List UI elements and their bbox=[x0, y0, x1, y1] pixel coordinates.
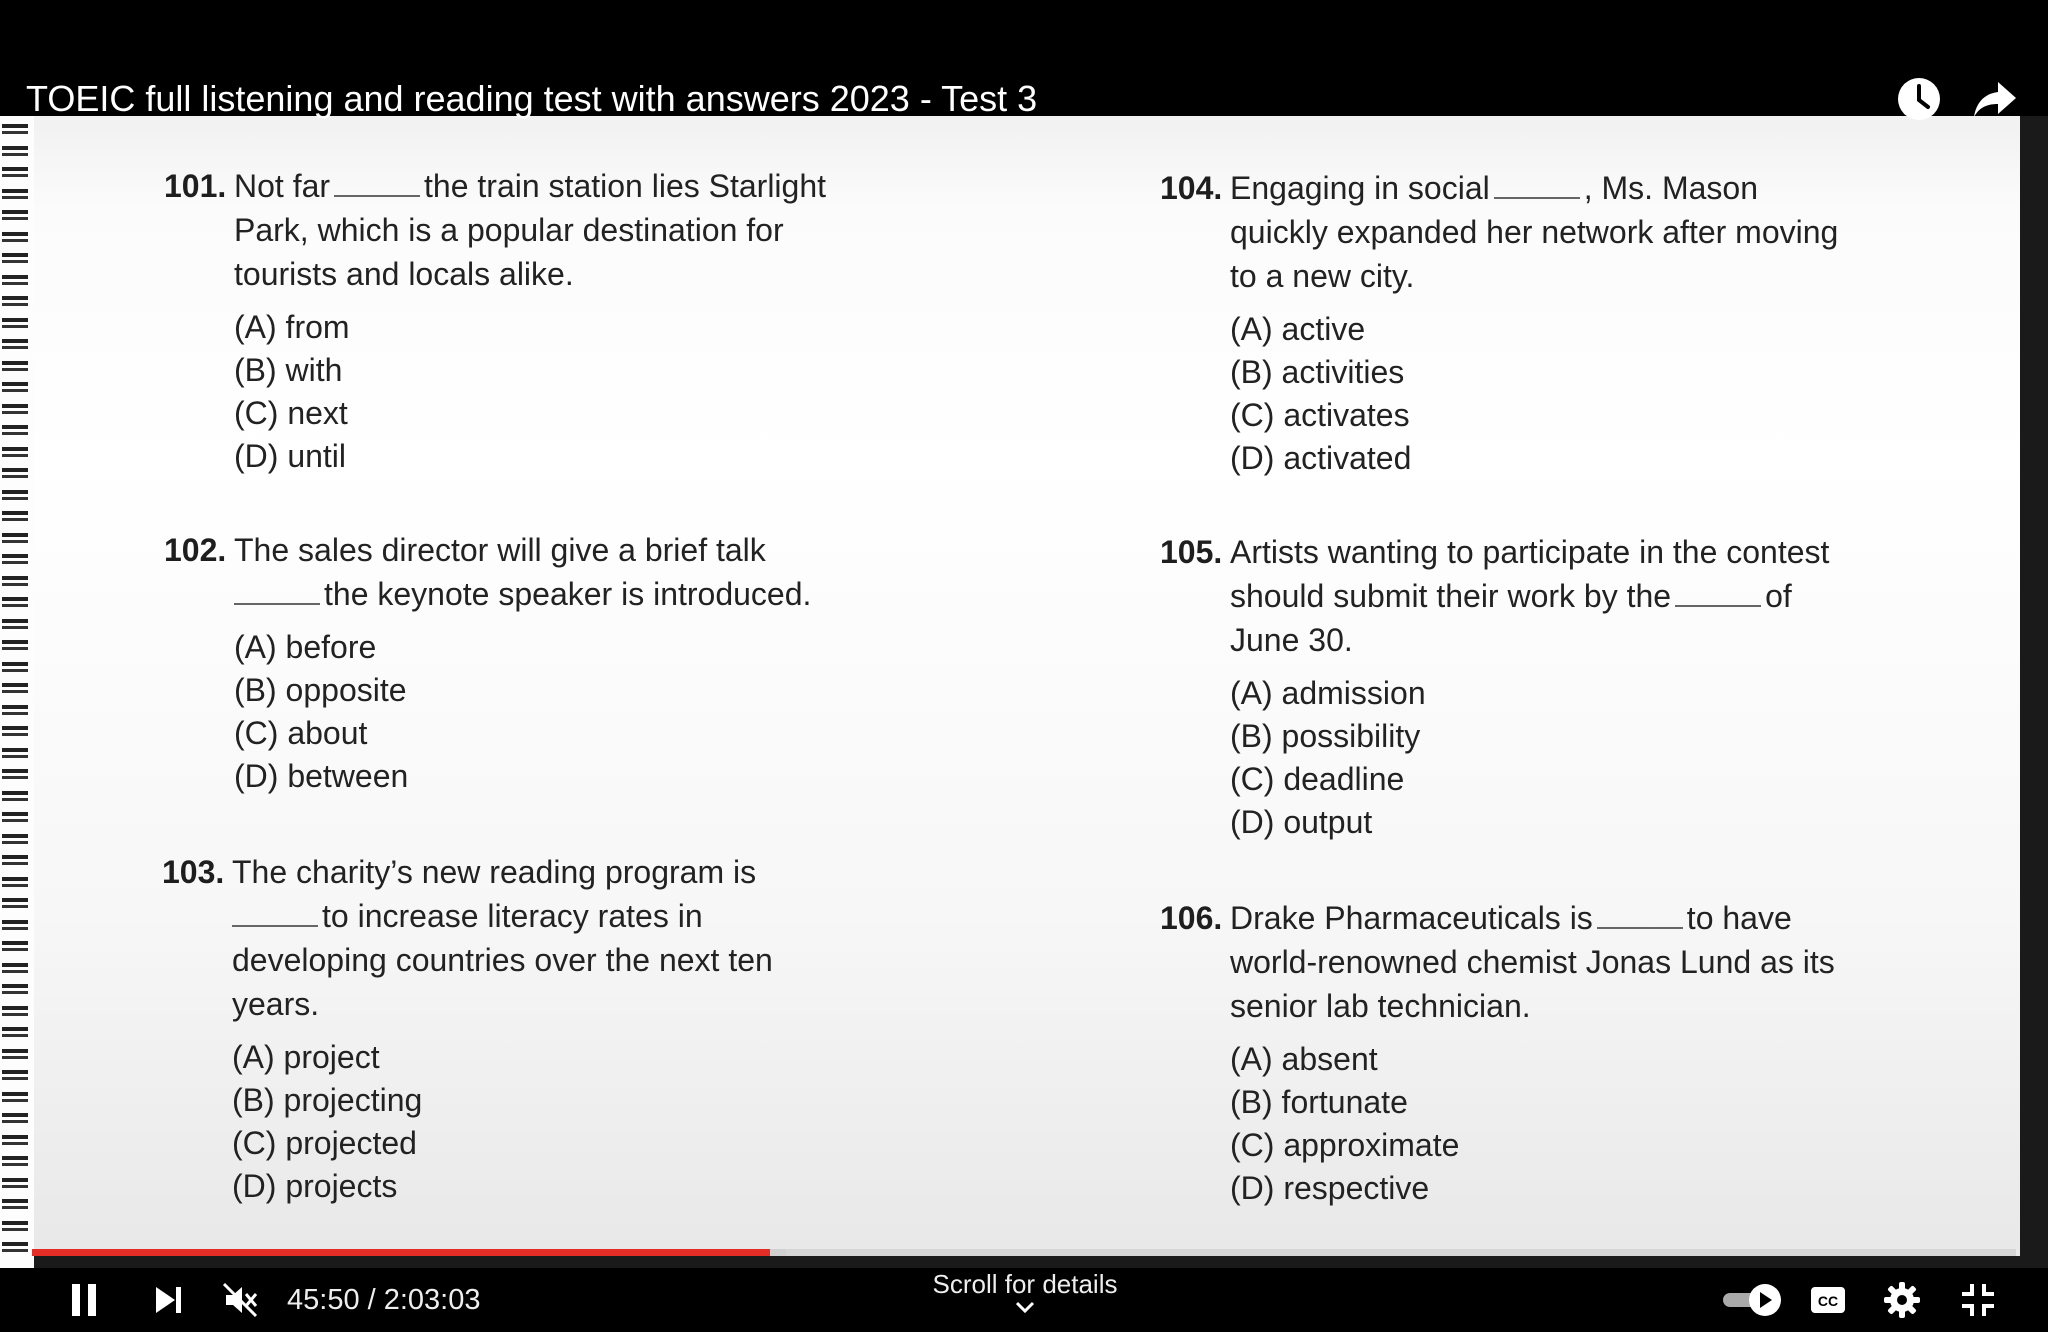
binder-ring bbox=[2, 425, 28, 435]
binder-ring bbox=[2, 1221, 28, 1231]
chevron-down-icon[interactable] bbox=[1014, 1300, 1036, 1319]
option-d: (D) until bbox=[234, 438, 347, 474]
share-icon[interactable] bbox=[1970, 74, 2020, 124]
clock-icon[interactable] bbox=[1894, 74, 1944, 124]
option-c: (C) activates bbox=[1230, 397, 1410, 433]
option-b: (B) with bbox=[234, 352, 343, 388]
answer-options bbox=[234, 626, 408, 798]
stem-text: tourists and locals alike. bbox=[234, 256, 574, 292]
binder-ring bbox=[2, 318, 28, 328]
answer-blank bbox=[334, 191, 420, 197]
option-d: (D) activated bbox=[1230, 440, 1412, 476]
stem-text: Artists wanting to participate in the contest bbox=[1230, 534, 1830, 570]
binder-ring bbox=[2, 662, 28, 672]
answer-options bbox=[232, 1036, 422, 1208]
video-title[interactable]: TOEIC full listening and reading test with answers 2023 - Test 3 bbox=[26, 78, 1038, 119]
stem-text: The sales director will give a brief talk bbox=[234, 532, 766, 568]
stem-text: the keynote speaker is introduced. bbox=[324, 576, 812, 612]
binder-ring bbox=[2, 124, 28, 134]
option-c: (C) about bbox=[234, 715, 368, 751]
binder-ring bbox=[2, 791, 28, 801]
binder-ring bbox=[2, 1242, 28, 1252]
question-stem bbox=[232, 850, 882, 1026]
binder-ring bbox=[2, 941, 28, 951]
stem-text: to a new city. bbox=[1230, 258, 1415, 294]
stem-text: , Ms. Mason bbox=[1583, 170, 1758, 206]
video-frame[interactable] bbox=[0, 116, 2048, 1268]
binder-ring bbox=[2, 447, 28, 457]
muted-icon[interactable] bbox=[218, 1278, 262, 1322]
binder-ring bbox=[2, 705, 28, 715]
next-icon[interactable] bbox=[146, 1278, 190, 1322]
binder-ring bbox=[2, 189, 28, 199]
binder-ring bbox=[2, 1092, 28, 1102]
pause-icon[interactable] bbox=[62, 1278, 106, 1322]
binder-ring bbox=[2, 597, 28, 607]
stem-text: the train station lies Starlight bbox=[424, 168, 827, 204]
option-b: (B) fortunate bbox=[1230, 1084, 1408, 1120]
stem-text: to increase literacy rates in bbox=[322, 898, 703, 934]
binder-ring bbox=[2, 361, 28, 371]
binder-ring bbox=[2, 382, 28, 392]
option-a: (A) before bbox=[234, 629, 377, 665]
question-stem bbox=[234, 164, 884, 296]
scroll-for-details[interactable]: Scroll for details bbox=[932, 1269, 1118, 1299]
question-number: 105. bbox=[1160, 534, 1223, 570]
stem-text: quickly expanded her network after moving bbox=[1230, 214, 1839, 250]
binder-ring bbox=[2, 1199, 28, 1209]
question-stem bbox=[1230, 530, 1930, 662]
binder-ring bbox=[2, 576, 28, 586]
option-d: (D) output bbox=[1230, 804, 1373, 840]
option-b: (B) possibility bbox=[1230, 718, 1421, 754]
exit-fullscreen-icon[interactable] bbox=[1956, 1278, 2000, 1322]
captions-icon[interactable] bbox=[1806, 1278, 1850, 1322]
stem-text: developing countries over the next ten bbox=[232, 942, 773, 978]
autoplay-toggle[interactable] bbox=[1716, 1278, 1788, 1322]
question-number: 103. bbox=[162, 854, 225, 890]
binder-ring bbox=[2, 146, 28, 156]
binder-ring bbox=[2, 210, 28, 220]
binder-ring bbox=[2, 232, 28, 242]
option-a: (A) active bbox=[1230, 311, 1366, 347]
stem-text: The charity’s new reading program is bbox=[232, 854, 757, 890]
test-page bbox=[30, 116, 2020, 1256]
option-d: (D) between bbox=[234, 758, 409, 794]
option-a: (A) absent bbox=[1230, 1041, 1378, 1077]
binder-ring bbox=[2, 984, 28, 994]
binder-ring bbox=[2, 1113, 28, 1123]
binder-ring bbox=[2, 769, 28, 779]
binder-ring bbox=[2, 554, 28, 564]
stem-text: years. bbox=[232, 986, 320, 1022]
stem-text: should submit their work by the bbox=[1230, 578, 1672, 614]
binder-ring bbox=[2, 640, 28, 650]
stem-text: of bbox=[1765, 578, 1792, 614]
binder-ring bbox=[2, 533, 28, 543]
binder-ring bbox=[2, 683, 28, 693]
binder-ring bbox=[2, 619, 28, 629]
question-number: 106. bbox=[1160, 900, 1223, 936]
answer-blank bbox=[1597, 923, 1683, 929]
binder-ring bbox=[2, 963, 28, 973]
binder-spine bbox=[0, 116, 34, 1268]
option-a: (A) project bbox=[232, 1039, 380, 1075]
answer-options bbox=[1230, 1038, 1459, 1210]
option-b: (B) opposite bbox=[234, 672, 407, 708]
option-b: (B) activities bbox=[1230, 354, 1405, 390]
question-number: 101. bbox=[164, 168, 227, 204]
stem-text: Park, which is a popular destination for bbox=[234, 212, 784, 248]
option-d: (D) respective bbox=[1230, 1170, 1430, 1206]
answer-blank bbox=[232, 921, 318, 927]
question-number: 104. bbox=[1160, 170, 1223, 206]
binder-ring bbox=[2, 877, 28, 887]
stem-text: Engaging in social bbox=[1230, 170, 1490, 206]
stem-text: world-renowned chemist Jonas Lund as its bbox=[1230, 944, 1835, 980]
option-c: (C) projected bbox=[232, 1125, 417, 1161]
binder-ring bbox=[2, 339, 28, 349]
question-stem bbox=[234, 528, 884, 616]
progress-played bbox=[32, 1249, 770, 1256]
binder-ring bbox=[2, 1070, 28, 1080]
binder-ring bbox=[2, 834, 28, 844]
binder-ring bbox=[2, 1027, 28, 1037]
svg-text:CC: CC bbox=[1817, 1293, 1839, 1309]
binder-ring bbox=[2, 1178, 28, 1188]
binder-ring bbox=[2, 1156, 28, 1166]
answer-blank bbox=[1675, 601, 1761, 607]
binder-ring bbox=[2, 920, 28, 930]
binder-ring bbox=[2, 1049, 28, 1059]
stem-text: Drake Pharmaceuticals is bbox=[1230, 900, 1593, 936]
stem-text: to have bbox=[1686, 900, 1792, 936]
option-a: (A) from bbox=[234, 309, 350, 345]
question-stem bbox=[1230, 166, 1930, 298]
option-a: (A) admission bbox=[1230, 675, 1426, 711]
binder-ring bbox=[2, 167, 28, 177]
settings-icon[interactable] bbox=[1880, 1278, 1924, 1322]
binder-ring bbox=[2, 898, 28, 908]
binder-ring bbox=[2, 726, 28, 736]
binder-ring bbox=[2, 855, 28, 865]
binder-ring bbox=[2, 490, 28, 500]
option-d: (D) projects bbox=[232, 1168, 398, 1204]
stem-text: Not far bbox=[234, 168, 331, 204]
option-c: (C) next bbox=[234, 395, 348, 431]
progress-bar[interactable] bbox=[32, 1249, 2016, 1256]
binder-ring bbox=[2, 511, 28, 521]
option-c: (C) deadline bbox=[1230, 761, 1405, 797]
time-display: 45:50 / 2:03:03 bbox=[287, 1284, 481, 1316]
binder-ring bbox=[2, 812, 28, 822]
binder-ring bbox=[2, 296, 28, 306]
binder-ring bbox=[2, 468, 28, 478]
answer-options bbox=[234, 306, 350, 478]
answer-options bbox=[1230, 308, 1411, 480]
option-c: (C) approximate bbox=[1230, 1127, 1460, 1163]
option-b: (B) projecting bbox=[232, 1082, 423, 1118]
binder-ring bbox=[2, 275, 28, 285]
answer-options bbox=[1230, 672, 1426, 844]
question-number: 102. bbox=[164, 532, 227, 568]
stem-text: senior lab technician. bbox=[1230, 988, 1531, 1024]
question-stem bbox=[1230, 896, 1930, 1028]
answer-blank bbox=[234, 599, 320, 605]
binder-ring bbox=[2, 1006, 28, 1016]
stem-text: June 30. bbox=[1230, 622, 1353, 658]
binder-ring bbox=[2, 748, 28, 758]
binder-ring bbox=[2, 404, 28, 414]
answer-blank bbox=[1494, 193, 1580, 199]
binder-ring bbox=[2, 253, 28, 263]
binder-ring bbox=[2, 1135, 28, 1145]
title-bar bbox=[0, 0, 2048, 119]
